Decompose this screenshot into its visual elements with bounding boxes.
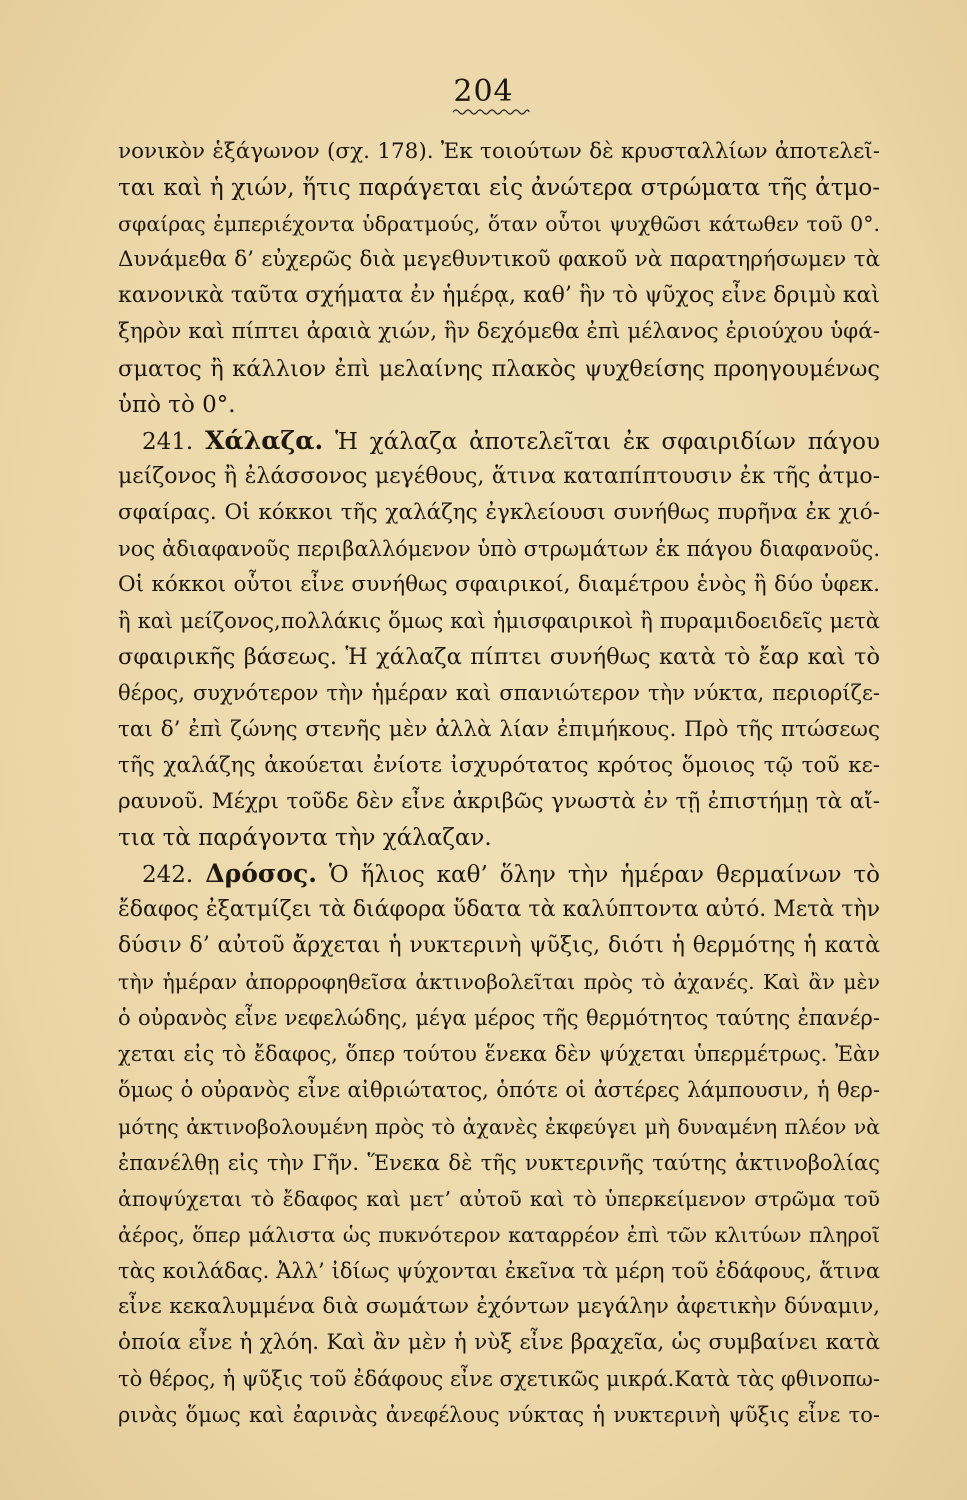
text-line: τὸ θέρος, ἡ ψῦξις τοῦ ἐδάφους εἶνε σχετικῶς μικρά.Κατὰ τὰς φθινοπω- bbox=[118, 1367, 880, 1392]
text-line: νος ἀδιαφανοῦς περιβαλλόμενον ὑπὸ στρωμάτων ἐκ πάγου διαφανοῦς. bbox=[118, 537, 880, 562]
text-line: ἀέρος, ὅπερ μάλιστα ὡς πυκνότερον καταρρέον ἐπὶ τῶν κλιτύων πληροῖ bbox=[118, 1222, 880, 1247]
text-line: χεται εἰς τὸ ἔδαφος, ὅπερ τούτου ἕνεκα δὲν ψύχεται ὑπερμέτρως. Ἐὰν bbox=[118, 1042, 880, 1067]
text-line: Δυνάμεθα δ’ εὐχερῶς διὰ μεγεθυντικοῦ φακοῦ νὰ παρατηρήσωμεν τὰ bbox=[118, 247, 880, 273]
text-line: ραυνοῦ. Μέχρι τοῦδε δὲν εἶνε ἀκριβῶς γνωστὰ ἐν τῇ ἐπιστήμῃ τὰ αἴ- bbox=[118, 788, 880, 814]
section-title: Χάλαζα. bbox=[205, 425, 324, 455]
text-line: ἔδαφος ἐξατμίζει τὰ διάφορα ὕδατα τὰ καλύπτοντα αὐτό. Μετὰ τὴν bbox=[118, 896, 880, 922]
text-line: τια τὰ παράγοντα τὴν χάλαζαν. bbox=[118, 824, 492, 851]
text-line: ὁ οὐρανὸς εἶνε νεφελώδης, μέγα μέρος τῆς θερμότητος ταύτης ἐπανέρ- bbox=[118, 1006, 880, 1031]
body-text bbox=[118, 134, 880, 1433]
section-text: Ἡ χάλαζα ἀποτελεῖται ἐκ σφαιριδίων πάγου bbox=[335, 428, 880, 455]
text-line: Οἱ κόκκοι οὗτοι εἶνε συνήθως σφαιρικοί, διαμέτρου ἑνὸς ἢ δύο ὑφεκ. bbox=[118, 572, 880, 598]
text-line: τὴν ἡμέραν ἀπορροφηθεῖσα ἀκτινοβολεῖται πρὸς τὸ ἀχανές. Καὶ ἂν μὲν bbox=[118, 970, 880, 995]
text-line: δύσιν δ’ αὐτοῦ ἄρχεται ἡ νυκτερινὴ ψῦξις, διότι ἡ θερμότης ἡ κατὰ bbox=[118, 933, 880, 959]
text-line: νονικὸν ἑξάγωνον (σχ. 178). Ἐκ τοιούτων δὲ κρυσταλλίων ἀποτελεῖ- bbox=[118, 139, 880, 164]
text-line: ὑπὸ τὸ 0°. bbox=[118, 391, 236, 418]
text-line: τῆς χαλάζης ἀκούεται ἐνίοτε ἰσχυρότατος κρότος ὅμοιος τῷ τοῦ κε- bbox=[118, 752, 880, 778]
section-number: 242. bbox=[142, 861, 194, 888]
text-line: σφαίρας. Οἱ κόκκοι τῆς χαλάζης ἐγκλείουσι συνήθως πυρῆνα ἐκ χιό- bbox=[118, 499, 880, 525]
text-line: ἀποψύχεται τὸ ἔδαφος καὶ μετ’ αὐτοῦ καὶ τὸ ὑπερκείμενον στρῶμα τοῦ bbox=[118, 1186, 880, 1211]
text-line: ται καὶ ἡ χιών, ἥτις παράγεται εἰς ἀνώτερα στρώματα τῆς ἀτμο- bbox=[118, 175, 880, 202]
section-text: Ὁ ἥλιος καθ’ ὅλην τὴν ἡμέραν θερμαίνων τὸ bbox=[328, 861, 880, 888]
text-line: κανονικὰ ταῦτα σχήματα ἐν ἡμέρᾳ, καθ’ ἣν τὸ ψῦχος εἶνε δριμὺ καὶ bbox=[118, 283, 880, 309]
text-line: εἶνε κεκαλυμμένα διὰ σωμάτων ἐχόντων μεγάλην ἀφετικὴν δύναμιν, bbox=[118, 1294, 880, 1319]
text-line: ἢ καὶ μείζονος,πολλάκις ὅμως καὶ ἡμισφαιρικοὶ ἢ πυραμιδοειδεῖς μετὰ bbox=[118, 609, 880, 634]
text-line: τὰς κοιλάδας. Ἀλλ’ ἰδίως ψύχονται ἐκεῖνα τὰ μέρη τοῦ ἐδάφους, ἅτινα bbox=[118, 1258, 880, 1283]
text-line: ρινὰς ὅμως καὶ ἐαρινὰς ἀνεφέλους νύκτας ἡ νυκτερινὴ ψῦξις εἶνε το- bbox=[118, 1403, 880, 1428]
section-241-heading-line bbox=[118, 423, 880, 459]
text-line: ἐπανέλθῃ εἰς τὴν Γῆν. Ἕνεκα δὲ τῆς νυκτερινῆς ταύτης ἀκτινοβολίας bbox=[118, 1150, 880, 1175]
section-title: Δρόσος. bbox=[205, 858, 317, 888]
section-number: 241. bbox=[142, 428, 194, 455]
text-line: σφαιρικῆς βάσεως. Ἡ χάλαζα πίπτει συνήθως κατὰ τὸ ἔαρ καὶ τὸ bbox=[118, 644, 880, 671]
text-line: μείζονος ἢ ἐλάσσονος μεγέθους, ἅτινα καταπίπτουσιν ἐκ τῆς ἀτμο- bbox=[118, 463, 880, 489]
text-line: θέρος, συχνότερον τὴν ἡμέραν καὶ σπανιώτερον τὴν νύκτα, περιορίζε- bbox=[118, 681, 880, 706]
text-line: ται δ’ ἐπὶ ζώνης στενῆς μὲν ἀλλὰ λίαν ἐπιμήκους. Πρὸ τῆς πτώσεως bbox=[118, 716, 880, 742]
text-line: σματος ἢ κάλλιον ἐπὶ μελαίνης πλακὸς ψυχθείσης προηγουμένως bbox=[118, 355, 880, 382]
text-line: ὁποία εἶνε ἡ χλόη. Καὶ ἂν μὲν ἡ νὺξ εἶνε βραχεῖα, ὡς συμβαίνει κατὰ bbox=[118, 1330, 880, 1356]
text-line: σφαίρας ἐμπεριέχοντα ὑδρατμούς, ὅταν οὗτοι ψυχθῶσι κάτωθεν τοῦ 0°. bbox=[118, 212, 880, 237]
wavy-ornament bbox=[451, 106, 531, 118]
text-line: ξηρὸν καὶ πίπτει ἀραιὰ χιών, ἣν δεχόμεθα ἐπὶ μέλανος ἐριούχου ὑφά- bbox=[118, 319, 880, 345]
text-line: μότης ἀκτινοβολουμένη πρὸς τὸ ἀχανὲς ἐκφεύγει μὴ δυναμένη πλέον νὰ bbox=[118, 1114, 880, 1139]
page-number: 204 bbox=[453, 74, 514, 109]
section-242-heading-line bbox=[118, 856, 880, 892]
text-line: ὅμως ὁ οὐρανὸς εἶνε αἰθριώτατος, ὁπότε οἱ ἀστέρες λάμπουσιν, ἡ θερ- bbox=[118, 1078, 880, 1103]
